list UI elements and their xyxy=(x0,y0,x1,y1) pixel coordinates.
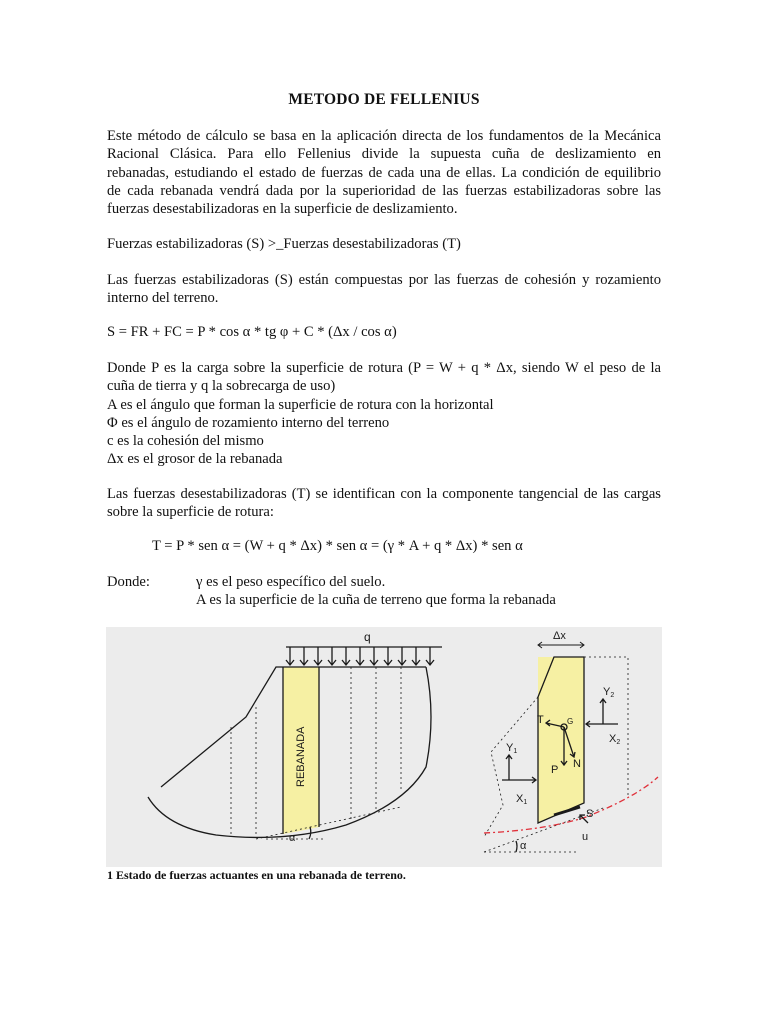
definition-line: Δx es el grosor de la rebanada xyxy=(107,451,283,468)
neighbor-slice-left xyxy=(484,697,538,837)
definitions-paragraph xyxy=(107,359,661,469)
equation-s: S = FR + FC = P * cos α * tg φ + C * (Δx / cos α) xyxy=(107,324,397,340)
slice-forces-figure xyxy=(106,627,662,867)
label-X1: X1 xyxy=(516,793,528,806)
label-G: G xyxy=(567,717,574,726)
label-u: u xyxy=(582,831,589,843)
definition-line: Φ es el ángulo de rozamiento interno del terreno xyxy=(107,414,390,431)
intro-line: Racional Clásica. Para ello Fellenius divide la supuesta cuña de deslizamiento en xyxy=(107,146,661,163)
definition-line: A es el ángulo que forman la superficie de rotura con la horizontal xyxy=(107,396,494,413)
equation-t: T = P * sen α = (W + q * Δx) * sen α = (γ * A + q * Δx) * sen α xyxy=(152,538,523,554)
figure-caption: 1 Estado de fuerzas actuantes en una rebanada de terreno. xyxy=(107,868,406,882)
stabilizing-line: Las fuerzas estabilizadoras (S) están compuestas por las fuerzas de cohesión y rozamiento xyxy=(107,272,661,288)
intro-line: Este método de cálculo se basa en la aplicación directa de los fundamentos de la Mecánica xyxy=(107,128,661,144)
page-title: METODO DE FELLENIUS xyxy=(288,91,480,108)
tangent-line xyxy=(256,807,401,839)
label-N: N xyxy=(573,758,581,770)
load-label: q xyxy=(364,630,371,644)
definition-line: cuña de tierra y q la sobrecarga de uso) xyxy=(107,378,336,395)
label-Y2: Y2 xyxy=(603,686,615,699)
alpha-label-left: α xyxy=(289,832,296,844)
destabilizing-line: sobre la superficie de rotura: xyxy=(107,504,274,521)
label-alpha-right: α xyxy=(520,840,527,852)
definition-line: Donde P es la carga sobre la superficie de rotura (P = W + q * Δx, siendo W el peso de la xyxy=(107,360,661,376)
destabilizing-line: Las fuerzas desestabilizadoras (T) se identifican con la componente tangencial de las cargas xyxy=(107,486,661,502)
condition-text: Fuerzas estabilizadoras (S) >_Fuerzas desestabilizadoras (T) xyxy=(107,236,461,252)
arrow-X1 xyxy=(502,777,536,783)
alpha-arc-right xyxy=(516,841,517,852)
figure-drawing xyxy=(106,627,662,867)
intro-line: rebanadas, estudiando el estado de fuerzas de cada una de ellas. La condición de equilibrio xyxy=(107,164,661,181)
where-label: Donde: xyxy=(107,574,150,590)
intro-paragraph xyxy=(107,127,661,218)
slice-label: REBANADA xyxy=(295,726,307,787)
arrow-Y2 xyxy=(600,699,606,724)
label-X2: X2 xyxy=(609,733,621,746)
arrow-X2 xyxy=(586,721,618,727)
dx-label: Δx xyxy=(553,630,566,642)
intro-line: fuerzas desestabilizadoras en la superficie de deslizamiento. xyxy=(107,201,458,218)
where-line-1: γ es el peso específico del suelo. xyxy=(196,574,386,590)
stabilizing-line: interno del terreno. xyxy=(107,290,219,307)
stabilizing-paragraph xyxy=(107,271,661,308)
dx-dimension xyxy=(538,642,584,648)
neighbor-slice-right xyxy=(584,657,628,797)
destabilizing-paragraph xyxy=(107,485,661,522)
definition-line: c es la cohesión del mismo xyxy=(107,433,264,450)
where-line-2: A es la superficie de la cuña de terreno que forma la rebanada xyxy=(196,592,556,608)
arrow-Y1 xyxy=(506,755,512,780)
label-S: S xyxy=(586,808,594,820)
label-T: T xyxy=(537,714,544,726)
slice-detail-area xyxy=(538,657,584,823)
intro-line: de cada rebanada vendrá dada por la superioridad de las fuerzas estabilizadoras sobre las xyxy=(107,182,661,199)
load-arrows xyxy=(286,647,434,665)
label-P: P xyxy=(551,764,559,776)
condition-line xyxy=(107,235,661,253)
label-Y1: Y1 xyxy=(506,742,518,755)
